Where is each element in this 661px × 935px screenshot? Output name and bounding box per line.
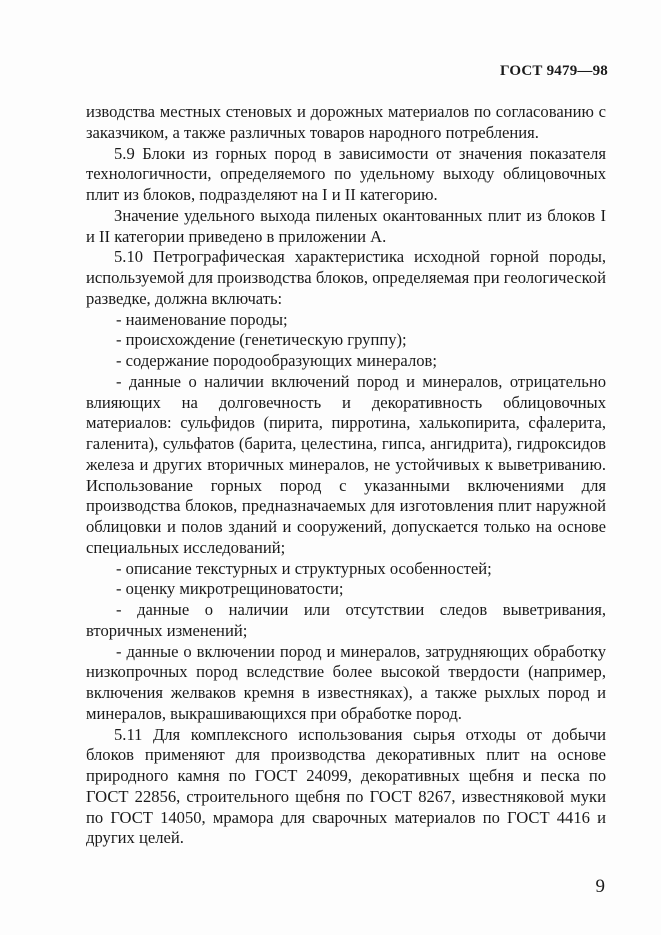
page-number: 9 [595,876,605,897]
paragraph-5-10: 5.10 Петрографическая характеристика исходной горной породы, используемой для производства блоков, определяемая при геологической разведке, должна включать: [86,247,606,308]
list-item-hard-inclusions: - данные о включении пород и минералов, затрудняющих обработку низкопрочных пород вследствие более высокой твердости (например, включения желваков кремня в известняках), а также рыхлых пород и минералов, выкрашивающихся при обработке пород. [86,641,606,723]
paragraph-yield-value: Значение удельного выхода пиленых окантованных плит из блоков I и II категории приведено в приложении А. [86,205,606,246]
standard-header: ГОСТ 9479—98 [499,63,608,79]
document-body [86,102,606,849]
list-item-minerals: - содержание породообразующих минералов; [116,351,437,370]
list-item-weathering: - данные о наличии или отсутствии следов выветривания, вторичных изменений; [86,600,606,640]
paragraph-5-9: 5.9 Блоки из горных пород в зависимости от значения показателя технологичности, определяемого по удельному выходу облицовочных плит из блоков, подразделяют на I и II категорию. [86,143,606,204]
paragraph-continuation: изводства местных стеновых и дорожных материалов по согласованию с заказчиком, а также различных товаров народного потребления. [86,102,606,142]
list-item-inclusions: - данные о наличии включений пород и минералов, отрицательно влияющих на долговечность и декоративность облицовочных материалов: сульфидов (пирита, пирротина, халькопирита, сфалерита, галенита), сульфатов (барита, целестина, гипса, ангидрита), гидроксидов железа и других вторичных минералов, не устойчивых к выветриванию. Использование горных пород с указанными включениями для производства блоков, предназначаемых для изготовления плит наружной облицовки и полов зданий и сооружений, допускается только на основе специальных исследований; [86,371,606,557]
paragraph-5-11: 5.11 Для комплексного использования сырья отходы от добычи блоков применяют для производства декоративных плит на основе природного камня по ГОСТ 24099, декоративных щебня и песка по ГОСТ 22856, строительного щебня по ГОСТ 8267, известняковой муки по ГОСТ 14050, мрамора для сварочных материалов по ГОСТ 4416 и других целей. [86,724,606,848]
list-item-origin: - происхождение (генетическую группу); [116,330,407,350]
list-item-microcracks: - оценку микротрещиноватости; [116,579,344,599]
list-item-rock-name: - наименование породы; [116,309,288,329]
list-item-texture: - описание текстурных и структурных особенностей; [116,558,492,578]
